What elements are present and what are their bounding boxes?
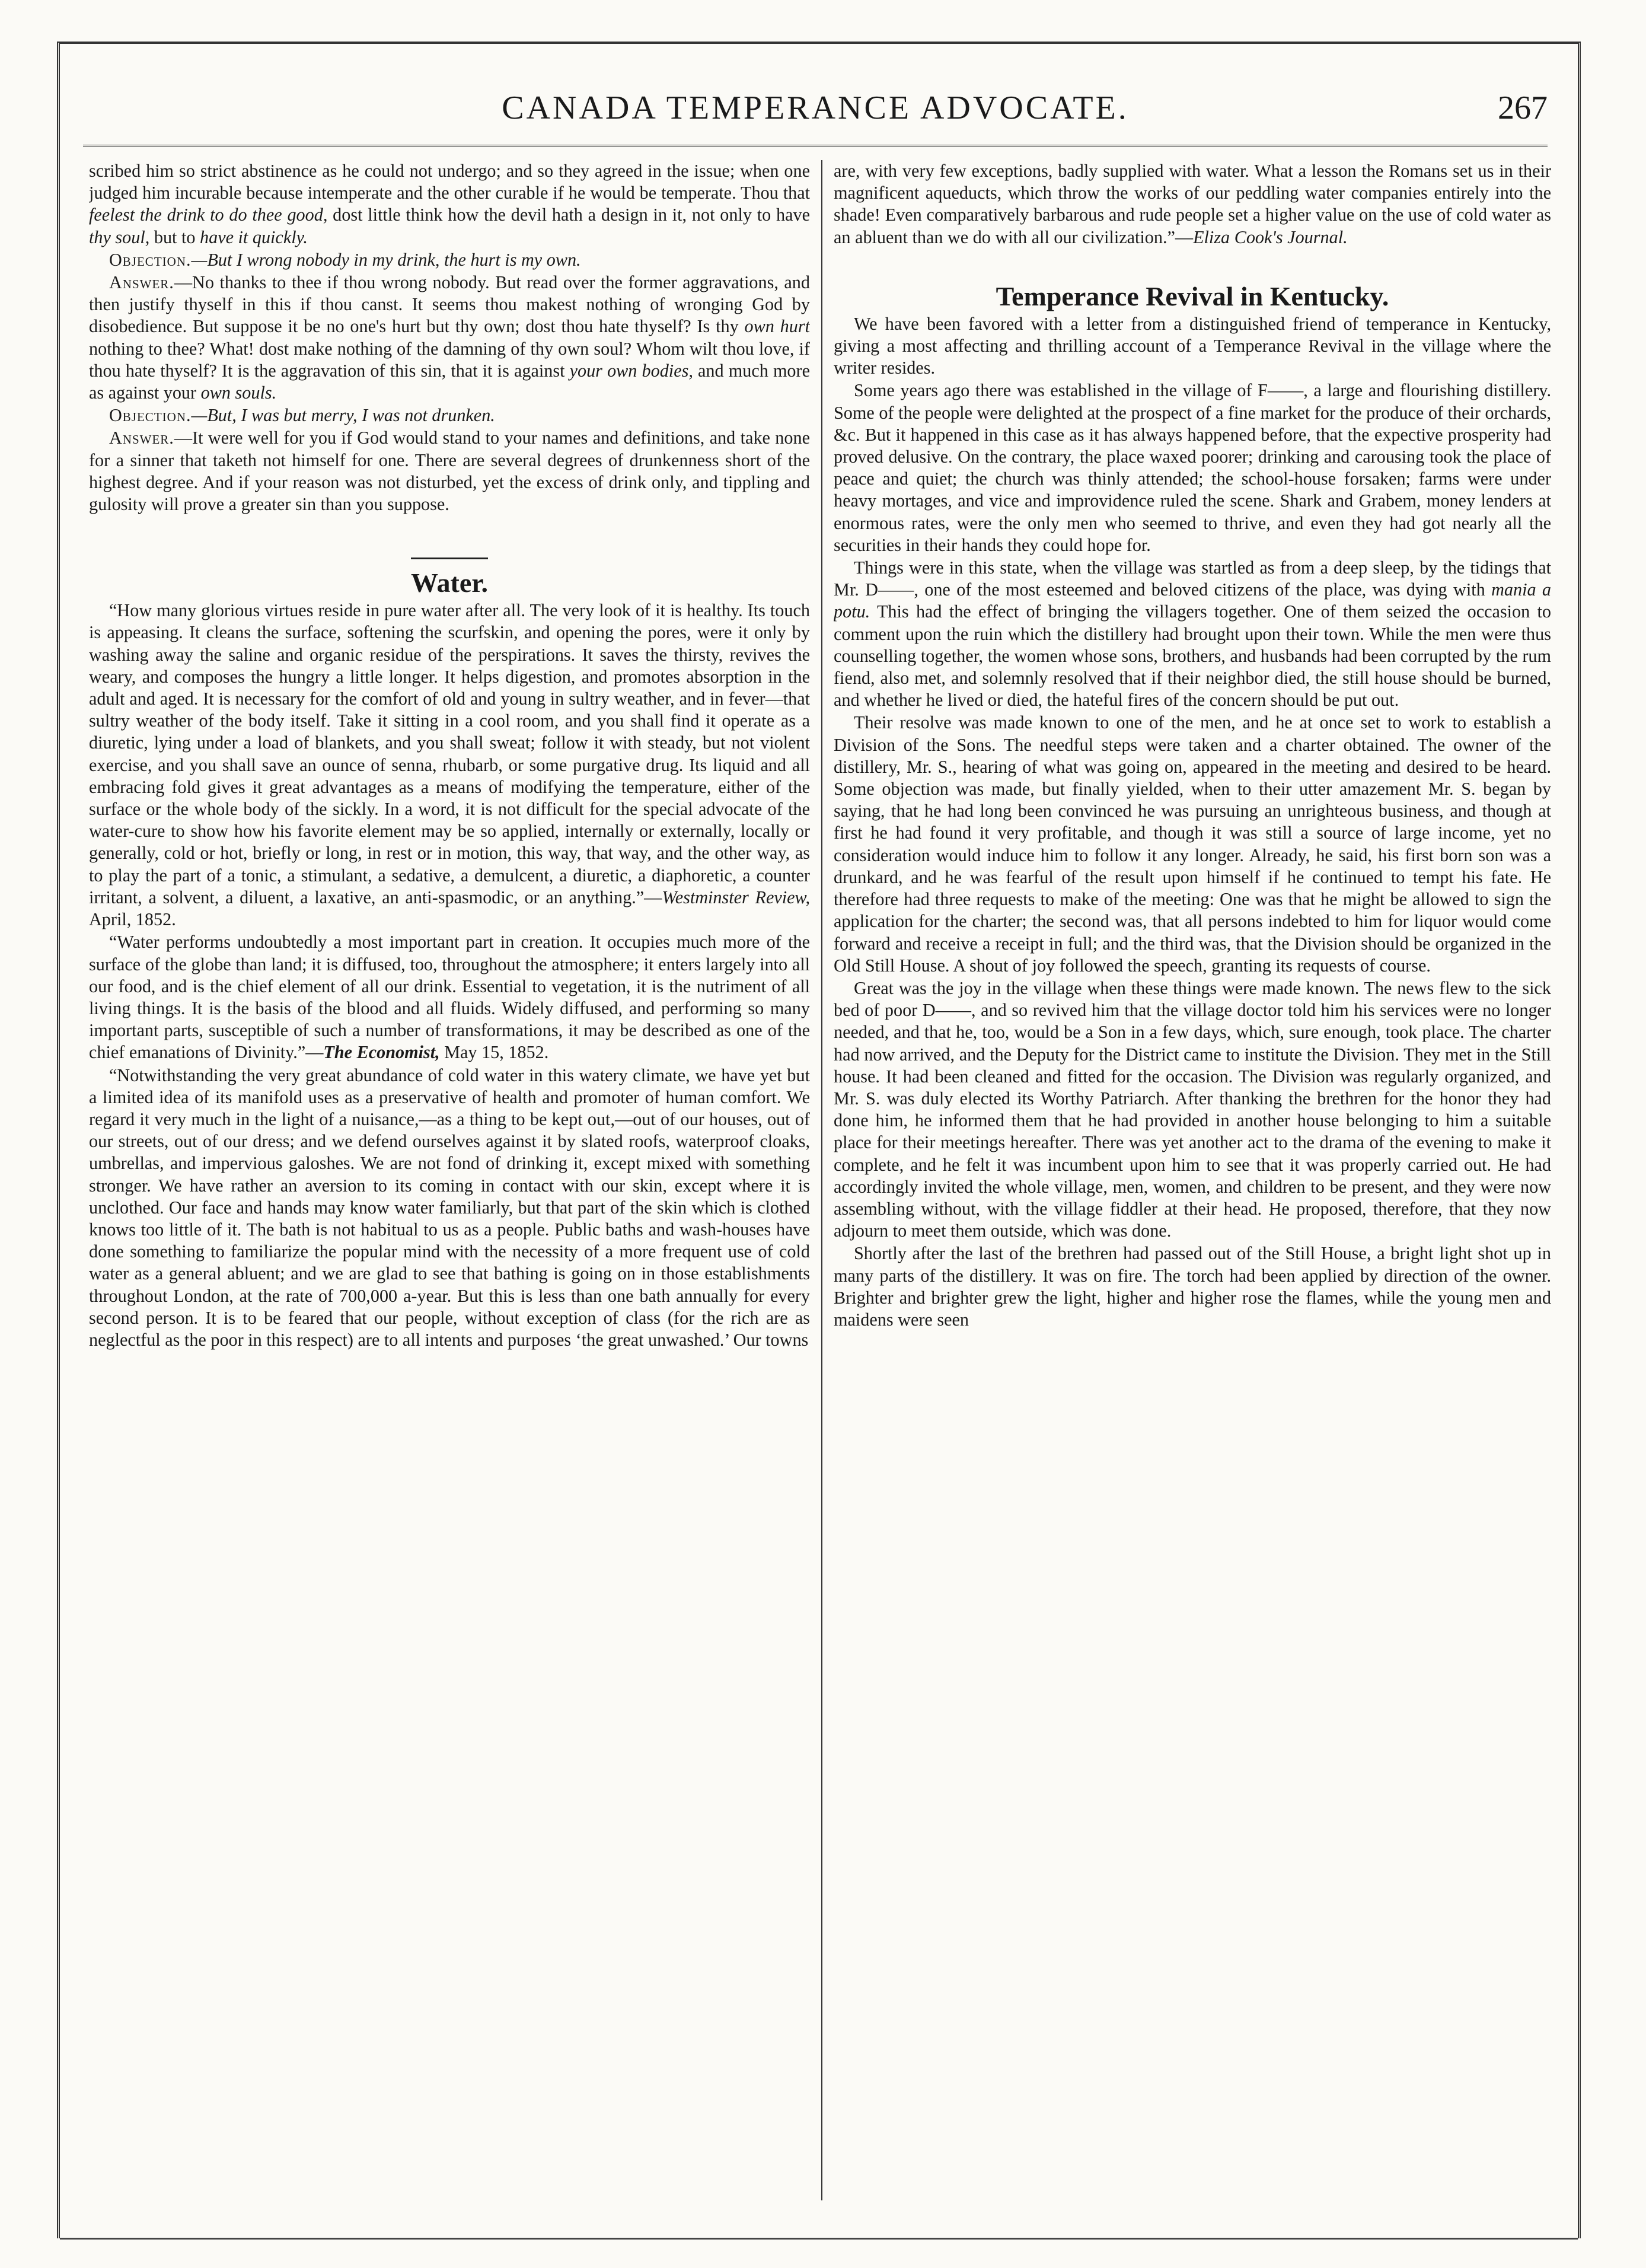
paragraph: “Water performs undoubtedly a most important part in creation. It occupies much more of the surface of the globe than land; it is diffused, too, throughout the atmosphere; it enters largely into all our food, and is the chief element of all our drink. Essential to vegetation, it is the nutriment of all living things. It is the basis of the blood and all fluids. Widely diffused, and performing so many important parts, susceptible of such a number of transformations, it may be described as one of the chief emanations of Divinity.”—The Economist, May 15, 1852. [89, 932, 810, 1063]
section-heading-kentucky: Temperance Revival in Kentucky. [996, 281, 1389, 311]
paragraph: Shortly after the last of the brethren had passed out of the Still House, a bright light shot up in many parts of the distillery. It was on fire. The torch had been applied by direction of the owner. Brighter and brighter grew the light, higher and higher rose the flames, while the young men and maidens were seen [834, 1243, 1551, 1330]
paragraph: We have been favored with a letter from a distinguished friend of temperance in Kentucky, giving a most affecting and thrilling account of a Temperance Revival in the village where the writer resides. [834, 313, 1551, 378]
paragraph: Things were in this state, when the village was startled as from a deep sleep, by the tidings that Mr. D——, one of the most esteemed and beloved citizens of the place, was dying with mania a potu. This had the effect of bringing the villagers together. One of them seized the occasion to comment upon the ruin which the distillery had brought upon their town. While the men were thus counselling together, the women whose sons, brothers, and husbands had been corrupted by the rum fiend, also met, and solemnly resolved that if their neighbor died, the still house should be burned, and whether he lived or died, the hateful fires of the concern should be put out. [834, 558, 1551, 711]
running-header [83, 83, 1548, 136]
objection-paragraph: Objection.—But I wrong nobody in my drink, the hurt is my own. [109, 249, 581, 270]
paragraph: are, with very few exceptions, badly supplied with water. What a lesson the Romans set us in their magnificent aqueducts, which throw the works of our peddling water companies entirely into the shade! Even comparatively barbarous and rude people set a higher value on the use of cold water as an abluent than we do with all our civilization.”—Eliza Cook's Journal. [834, 161, 1551, 247]
answer-paragraph: Answer.—It were well for you if God would stand to your names and definitions, and take none for a sinner that taketh not himself for one. There are several degrees of drunkenness short of the highest degree. And if your reason was not disturbed, yet the excess of drink only, and tippling and gulosity will prove a greater sin than you suppose. [89, 428, 810, 515]
paragraph: “Notwithstanding the very great abundance of cold water in this watery climate, we have yet but a limited idea of its manifold uses as a preservative of health and promoter of human comfort. We regard it very much in the light of a nuisance,—as a thing to be kept out,—out of our houses, out of our streets, out of our dress; and we defend ourselves against it by slated roofs, waterproof cloaks, umbrellas, and impervious galoshes. We are not fond of drinking it, except mixed with something stronger. We have rather an aversion to its coming in contact with our skin, except where it is unclothed. Our face and hands may know water familiarly, but that part of the skin which is clothed knows too little of it. The bath is not habitual to us as a people. Public baths and wash-houses have done something to familiarize the popular mind with the necessity of a more frequent use of cold water as a general abluent; and we are glad to see that bathing is going on in those establishments throughout London, at the rate of 700,000 a-year. But this is less than one bath annually for every second person. It is to be feared that our people, without exception of class (for the rich are as neglectful as the poor in this respect) are to all intents and purposes ‘the great unwashed.’ Our towns [89, 1065, 810, 1350]
paragraph: “How many glorious virtues reside in pure water after all. The very look of it is healthy. Its touch is appeasing. It cleans the surface, softening the scurfskin, and opening the pores, were it only by washing away the saline and organic residue of the perspirations. It saves the thirsty, revives the weary, and composes the hungry a little longer. It helps digestion, and promotes absorption in the adult and aged. It is necessary for the comfort of old and young in sultry weather, and in fever—that sultry weather of the body itself. Take it sitting in a cool room, and you shall find it operate as a diuretic, lying under a load of blankets, and you shall sweat; follow it with steady, but not violent exercise, and you shall save an ounce of senna, rhubarb, or some purgative drug. Its liquid and all embracing fold gives it great advantages as a means of modifying the temperature, either of the surface or the whole body of the sickly. In a word, it is not difficult for the special advocate of the water-cure to show how his favorite element may be so applied, internally or externally, locally or generally, cold or hot, briefly or long, in rest or in motion, this way, that way, and the other way, as to play the part of a tonic, a stimulant, a sedative, a demulcent, a diuretic, a diaphoretic, a counter irritant, a solvent, a diluent, a laxative, an anti-spasmodic, or an anything.”—Westminster Review, April, 1852. [89, 600, 810, 930]
page-number: 267 [1498, 90, 1548, 126]
paragraph: Some years ago there was established in the village of F——, a large and flourishing distillery. Some of the people were delighted at the prospect of a fine market for the produce of their orchards, &c. But it happened in this case as it has always happened before, that the expective prosperity had proved delusive. On the contrary, the place waxed poorer; drinking and carousing took the place of peace and quiet; the church was thinly attended; the school-house forsaken; farms were under heavy mortages, and vice and improvidence ruled the scene. Shark and Grabem, money lenders at enormous rates, were the only men who seemed to thrive, and even they had got nearly all the securities in their hands they could hope for. [834, 380, 1551, 555]
objection-paragraph: Objection.—But, I was but merry, I was not drunken. [109, 405, 495, 426]
journal-title: CANADA TEMPERANCE ADVOCATE. [502, 90, 1129, 126]
paragraph: Great was the joy in the village when these things were made known. The news flew to the sick bed of poor D——, and so revived him that the village doctor told him his services were no longer needed, and that he, too, would be a Son in a few days, which, sure enough, took place. The charter had now arrived, and the Deputy for the District came to institute the Division. They met in the Still house. It had been cleaned and fitted for the occasion. The Division was regularly organized, and Mr. S. was duly elected its Worthy Patriarch. After thanking the brethren for the honor they had done him, he informed them that he had provided in another house belonging to him a suitable place for their meetings hereafter. There was yet another act to the drama of the evening to make it complete, and he felt it was incumbent upon him to see that it was properly carried out. He had accordingly invited the whole village, men, women, and children to be present, and they were now assembling without, with the village fiddler at their head. He proposed, therefore, that they now adjourn to meet them outside, which was done. [834, 977, 1551, 1241]
section-heading-water: Water. [411, 568, 488, 598]
paragraph: scribed him so strict abstinence as he could not undergo; and so they agreed in the issue; when one judged him incurable because intemperate and the other curable if he would be temperate. Thou that feelest the drink to do thee good, dost little think how the devil hath a design in it, not only to have thy soul, but to have it quickly. [89, 161, 810, 247]
paragraph: Their resolve was made known to one of the men, and he at once set to work to establish a Division of the Sons. The needful steps were taken and a charter obtained. The owner of the distillery, Mr. S., hearing of what was going on, appeared in the meeting and desired to be heard. Some objection was made, but finally yielded, when to their utter amazement Mr. S. began by saying, that he had long been convinced he was pursuing an unrighteous business, and though at first he had found it very profitable, and though it was still a source of large income, yet no consideration would induce him to follow it any longer. Already, he said, his first born son was a drunkard, and he was fearful of the result upon himself if he continued to tempt his fate. He therefore had three requests to make of the meeting: One was that he might be allowed to sign the application for the charter; the second was, that all persons indebted to him for liquor would come forward and receive a receipt in full; and the third was, that the Division should be organized in the Old Still House. A shout of joy followed the speech, granting its requests of course. [834, 712, 1551, 976]
left-column [89, 160, 810, 2200]
right-column [834, 160, 1551, 2200]
column-divider [821, 160, 822, 2200]
header-rule [83, 145, 1548, 147]
answer-paragraph: Answer.—No thanks to thee if thou wrong nobody. But read over the former aggravations, and then justify thyself in this if thou canst. It seems thou makest nothing of wronging God by disobedience. But suppose it be no one's hurt but thy own; dost thou hate thyself? Is thy own hurt nothing to thee? What! dost make nothing of the damning of thy own soul? Whom wilt thou love, if thou hate thyself? It is the aggravation of this sin, that it is against your own bodies, and much more as against your own souls. [89, 272, 810, 403]
